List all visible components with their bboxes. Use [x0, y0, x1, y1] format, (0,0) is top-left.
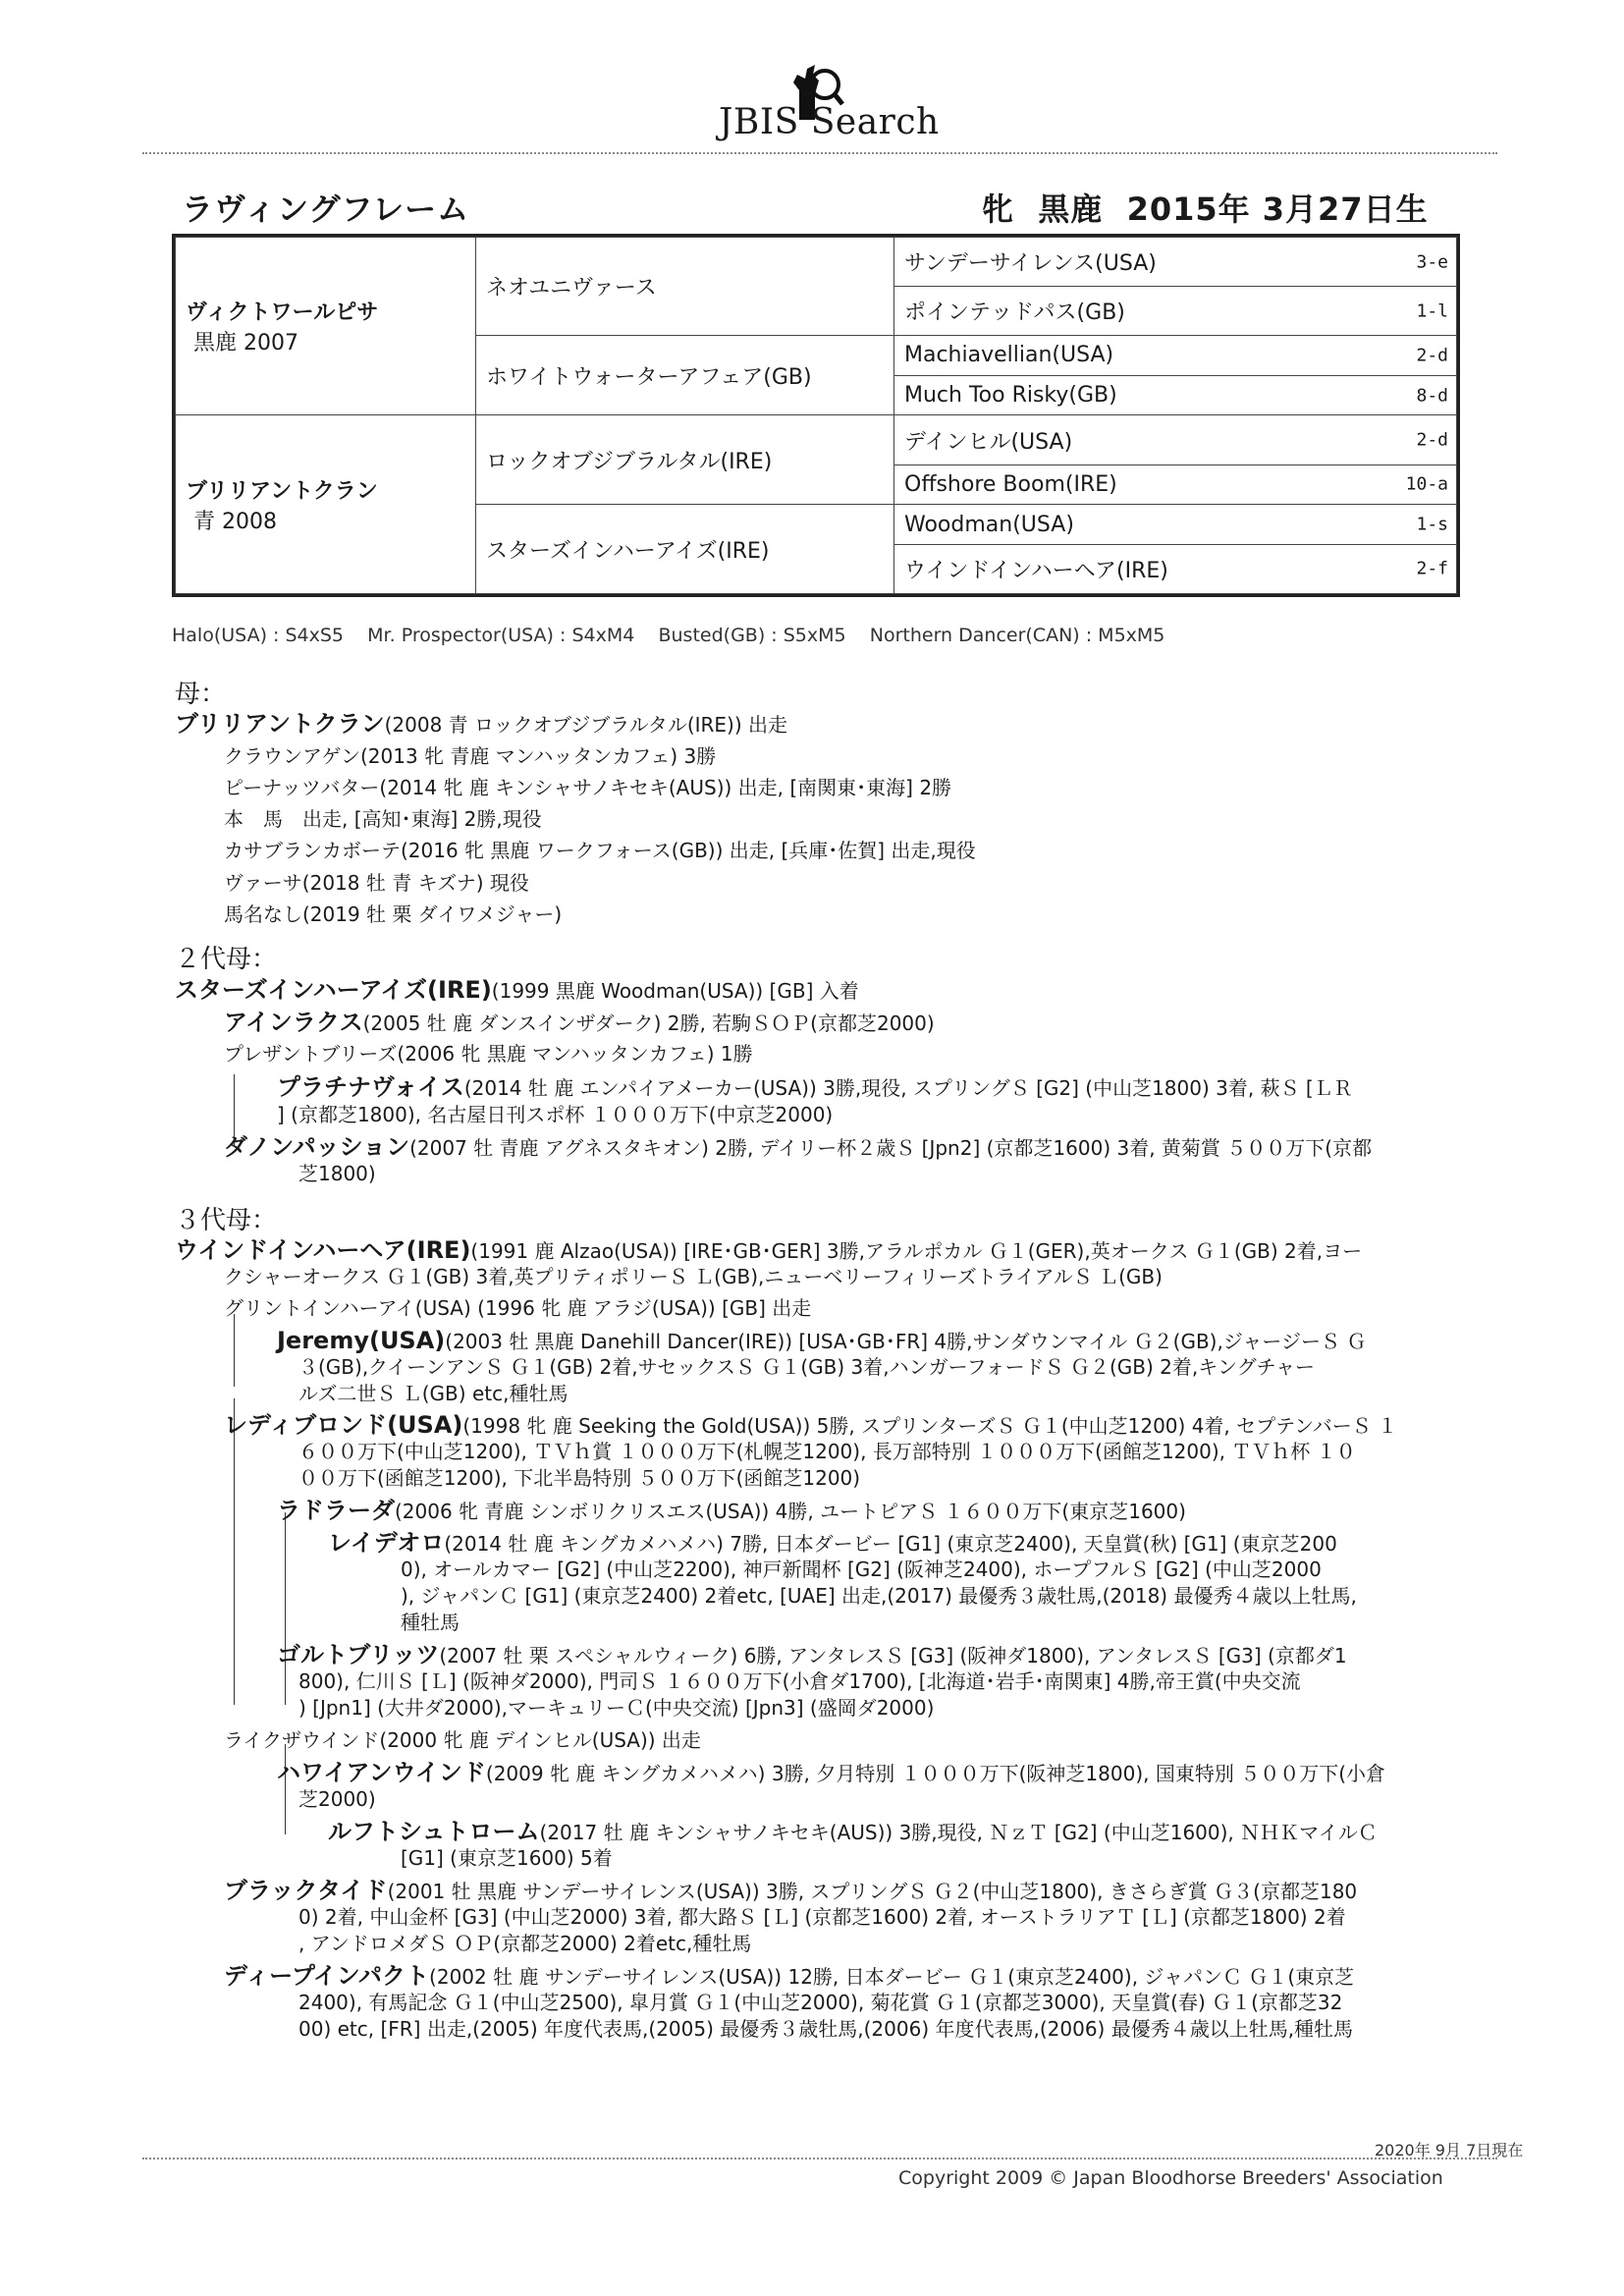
horse-record: 芝1800) [298, 1162, 376, 1185]
horse-record: 馬名なし(2019 牡 栗 ダイワメジャー) [224, 902, 563, 926]
logo-text-jbis: JBIS [719, 102, 799, 142]
family-line [298, 1695, 934, 1721]
family-code: 1-l [1416, 301, 1448, 322]
horse-record: ), ジャパンＣ [G1] (東京芝2400) 2着etc, [UAE] 出走,(2017) 最優秀３歳牡馬,(2018) 最優秀４歳以上牡馬, [401, 1584, 1357, 1608]
family-line [224, 1963, 1354, 1990]
horse-record: , アンドロメダＳ ＯＰ(京都芝2000) 2着etc,種牡馬 [298, 1932, 752, 1955]
footer-divider [142, 2158, 1497, 2159]
horse-record: (2005 牡 鹿 ダンスインザダーク) 2勝, 若駒ＳＯＰ(京都芝2000) [362, 1011, 935, 1035]
family-line [401, 1845, 613, 1871]
family-line [298, 1904, 1346, 1930]
horse-record: (2008 青 ロックオブジブラルタル(IRE)) 出走 [384, 713, 788, 737]
family-line [298, 1381, 568, 1406]
family-line [224, 870, 529, 896]
gen3-name: Woodman(USA) [904, 512, 1074, 537]
horse-record: 2400), 有馬記念 Ｇ１(中山芝2500), 皐月賞 Ｇ１(中山芝2000), 菊花賞 Ｇ１(京都芝3000), 天皇賞(春) Ｇ１(京都芝32 [298, 1991, 1343, 2014]
gen3-name: サンデーサイレンス(USA) [904, 251, 1157, 277]
family-line [224, 1010, 935, 1036]
family-line [277, 1498, 1186, 1524]
pedigree-gen3-cell[interactable] [894, 375, 1457, 415]
family-line [224, 1878, 1357, 1904]
dam-detail: 青 2008 [193, 509, 277, 534]
horse-record: ００万下(函館芝1200), 下北半島特別 ５００万下(函館芝1200) [298, 1466, 861, 1490]
horse-record: プレザントブリーズ(2006 牝 黒鹿 マンハッタンカフェ) 1勝 [224, 1042, 753, 1066]
horse-record: (2006 牝 青鹿 シンボリクリスエス(USA)) 4勝, ユートピアＳ １６００万下(東京芝1600) [395, 1500, 1186, 1523]
horse-record: ルズ二世Ｓ Ｌ(GB) etc,種牡馬 [298, 1382, 568, 1405]
horse-name-bold[interactable]: ルフトシュトローム [328, 1818, 540, 1845]
horse-info: 牝 黒鹿 2015年 3月27日生 [982, 191, 1429, 228]
pedigree-table [172, 234, 1460, 597]
horse-record: (2014 牡 鹿 エンパイアメーカー(USA)) 3勝,現役, スプリングＳ [G2] (中山芝1800) 3着, 萩Ｓ [ＬＲ [463, 1076, 1353, 1100]
family-code: 8-d [1416, 385, 1448, 407]
family-line [224, 1295, 811, 1321]
family-line [224, 838, 976, 863]
pedigree-gen3-cell[interactable] [894, 465, 1457, 505]
pedigree-gen3-cell[interactable] [894, 415, 1457, 465]
gen3-name: Machiavellian(USA) [904, 343, 1114, 368]
section-second-dam: ２代母： [175, 945, 278, 974]
gen3-name: ポインテッドパス(GB) [904, 301, 1125, 326]
indent-bar [234, 1314, 235, 1387]
family-line [277, 1328, 1366, 1354]
horse-record: カサブランカボーテ(2016 牝 黒鹿 ワークフォース(GB)) 出走, [兵庫･佐賀] 出走,現役 [224, 839, 976, 862]
family-line [277, 1102, 833, 1127]
horse-record: グリントインハーアイ(USA) (1996 牝 鹿 アラジ(USA)) [GB] 出走 [224, 1296, 812, 1320]
horse-record: ] (京都芝1800), 名古屋日刊スポ杯 １０００万下(中京芝2000) [277, 1103, 834, 1126]
sire-name: ヴィクトワールピサ [186, 301, 379, 326]
horse-name-bold[interactable]: ダノンパッション [224, 1133, 410, 1161]
horse-record: (2007 牡 栗 スペシャルウィーク) 6勝, アンタレスＳ [G3] (阪神ダ1800), アンタレスＳ [G3] (京都ダ1 [439, 1644, 1347, 1667]
copyright: Copyright 2009 © Japan Bloodhorse Breeders' Association [898, 2167, 1443, 2189]
family-line [298, 1354, 1315, 1380]
family-line [277, 1642, 1347, 1668]
horse-record: (1998 牝 鹿 Seeking the Gold(USA)) 5勝, スプリンターズＳ Ｇ１(中山芝1200) 4着, セプテンバーＳ １ [462, 1414, 1398, 1438]
family-line [175, 711, 787, 738]
family-line [298, 2016, 1353, 2042]
horse-record: 800), 仁川Ｓ [Ｌ] (阪神ダ2000), 門司Ｓ １６００万下(小倉ダ1700), [北海道･岩手･南関東] 4勝,帝王賞(中央交流 [298, 1669, 1301, 1693]
pedigree-gen3-cell[interactable] [894, 544, 1457, 593]
horse-record: (2003 牡 黒鹿 Danehill Dancer(IRE)) [USA･GB･FR] 4勝,サンダウンマイル Ｇ２(GB),ジャージーＳ Ｇ [445, 1330, 1367, 1353]
horse-record: (2009 牝 鹿 キングカメハメハ) 3勝, 夕月特別 １０００万下(阪神芝1800), 国東特別 ５００万下(小倉 [485, 1762, 1385, 1785]
family-code: 2-d [1416, 429, 1448, 451]
horse-name-bold[interactable]: レイデオロ [328, 1529, 445, 1557]
horse-record: 0) 2着, 中山金杯 [G3] (中山芝2000) 3着, 都大路Ｓ [Ｌ] (京都芝1600) 2着, オーストラリアＴ [Ｌ] (京都芝1800) 2着 [298, 1905, 1346, 1929]
family-line [298, 1465, 860, 1491]
section-third-dam: ３代母： [175, 1206, 278, 1235]
family-line [298, 1161, 376, 1186]
dam-cell[interactable] [176, 415, 476, 594]
horse-record: (2002 牡 鹿 サンデーサイレンス(USA)) 12勝, 日本ダービー Ｇ１(東京芝2400), ジャパンＣ Ｇ１(東京芝 [429, 1965, 1355, 1989]
family-code: 2-f [1416, 558, 1448, 579]
pedigree-gen3-cell[interactable] [894, 505, 1457, 545]
horse-name: ラヴィングフレーム [182, 191, 470, 228]
family-line [401, 1583, 1357, 1609]
horse-name-bold[interactable]: ゴルトブリッツ [277, 1641, 440, 1668]
indent-bar [285, 1512, 286, 1705]
header-divider [142, 152, 1497, 154]
horse-record: (2007 牡 青鹿 アグネスタキオン) 2勝, デイリー杯２歳Ｓ [Jpn2] (京都芝1600) 3着, 黄菊賞 ５００万下(京都 [409, 1136, 1373, 1160]
family-line [277, 1760, 1385, 1786]
horse-name-bold[interactable]: ディープインパクト [224, 1962, 430, 1990]
inbreeding-summary: Halo(USA) : S4xS5 Mr. Prospector(USA) : S4xM4 Busted(GB) : S5xM5 Northern Dancer(CAN) : M5xM5 [172, 625, 1165, 646]
as-of-date: 2020年 9月 7日現在 [1375, 2141, 1524, 2159]
family-code: 2-d [1416, 345, 1448, 366]
horse-name-bold[interactable]: Jeremy(USA) [277, 1327, 446, 1354]
pedigree-gen3-cell[interactable] [894, 287, 1457, 336]
horse-record: (1991 鹿 Alzao(USA)) [IRE･GB･GER] 3勝,アラルポカル Ｇ１(GER),英オークス Ｇ１(GB) 2着,ヨー [470, 1239, 1363, 1263]
dam-name: ブリリアントクラン [186, 478, 378, 504]
horse-record: 芝2000) [298, 1787, 376, 1811]
pedigree-gen2-cell[interactable]: ロックオブジブラルタル(IRE) [476, 415, 894, 505]
pedigree-gen3-cell[interactable] [894, 336, 1457, 376]
horse-record: ) [Jpn1] (大井ダ2000),マーキュリーＣ(中央交流) [Jpn3] (盛岡ダ2000) [298, 1696, 935, 1720]
gen3-name: Much Too Risky(GB) [904, 383, 1117, 409]
family-code: 10-a [1405, 473, 1448, 495]
family-line [224, 775, 951, 800]
family-line [298, 1668, 1301, 1694]
family-line [224, 902, 562, 927]
family-code: 3-e [1416, 251, 1448, 273]
horse-record: ライクザウインド(2000 牝 鹿 デインヒル(USA)) 出走 [224, 1728, 701, 1752]
family-line [224, 1412, 1397, 1439]
gen3-name: Offshore Boom(IRE) [904, 471, 1117, 497]
horse-name-bold[interactable]: ブラックタイド [224, 1877, 388, 1904]
family-line [328, 1530, 1337, 1557]
family-line [298, 1990, 1342, 2015]
horse-record: クラウンアゲン(2013 牝 青鹿 マンハッタンカフェ) 3勝 [224, 744, 717, 768]
horse-record: (1999 黒鹿 Woodman(USA)) [GB] 入着 [491, 979, 859, 1003]
section-dam: 母： [175, 680, 227, 709]
horse-name-bold[interactable]: ハワイアンウインド [277, 1759, 486, 1786]
horse-name-bold[interactable]: ウインドインハーヘア(IRE) [175, 1236, 471, 1264]
horse-record: 本 馬 出走, [高知･東海] 2勝,現役 [224, 807, 542, 831]
horse-record: ヴァーサ(2018 牡 青 キズナ) 現役 [224, 871, 529, 895]
family-line [175, 977, 859, 1004]
horse-record: 種牡馬 [401, 1611, 460, 1634]
pedigree-gen2-cell[interactable]: ネオユニヴァース [476, 238, 894, 336]
pedigree-gen3-cell[interactable] [894, 238, 1457, 287]
horse-name-bold[interactable]: プラチナヴォイス [277, 1073, 464, 1101]
horse-record: 0), オールカマー [G2] (中山芝2200), 神戸新聞杯 [G2] (阪神芝2400), ホープフルＳ [G2] (中山芝2000 [401, 1558, 1322, 1581]
horse-name-bold[interactable]: レディブロンド(USA) [224, 1411, 463, 1439]
family-line [277, 1074, 1353, 1101]
sire-cell[interactable] [176, 238, 476, 415]
family-line [224, 743, 716, 769]
family-line [224, 806, 542, 832]
family-line [298, 1931, 751, 1956]
horse-name-bold[interactable]: ラドラーダ [277, 1497, 395, 1524]
family-line [224, 1264, 1163, 1289]
horse-name-bold[interactable]: ブリリアントクラン [175, 710, 385, 738]
horse-record: ピーナッツバター(2014 牝 鹿 キンシャサノキセキ(AUS)) 出走, [南関東･東海] 2勝 [224, 776, 952, 799]
family-line [401, 1557, 1322, 1582]
family-line [224, 1041, 753, 1066]
jbis-search-logo [687, 61, 943, 149]
logo-text-search: Search [810, 102, 940, 142]
horse-record: (2001 牡 黒鹿 サンデーサイレンス(USA)) 3勝, スプリングＳ Ｇ２(中山芝1800), きさらぎ賞 Ｇ３(京都芝180 [387, 1880, 1358, 1903]
indent-bar [285, 1744, 286, 1834]
pedigree-gen2-cell[interactable]: ホワイトウォーターアフェア(GB) [476, 336, 894, 415]
family-line [298, 1786, 376, 1812]
horse-record: (2014 牡 鹿 キングカメハメハ) 7勝, 日本ダービー [G1] (東京芝2400), 天皇賞(秋) [G1] (東京芝200 [444, 1532, 1337, 1556]
family-line [175, 1237, 1362, 1264]
pedigree-gen2-cell[interactable]: スターズインハーアイズ(IRE) [476, 505, 894, 594]
family-line [224, 1727, 701, 1753]
indent-bar [234, 1398, 235, 1705]
gen3-name: ウインドインハーヘア(IRE) [904, 558, 1168, 583]
family-line [298, 1439, 1356, 1464]
family-line [401, 1610, 460, 1635]
horse-record: ３(GB),クイーンアンＳ Ｇ１(GB) 2着,サセックスＳ Ｇ１(GB) 3着,ハンガーフォードＳ Ｇ２(GB) 2着,キングチャー [298, 1355, 1316, 1379]
horse-name-bold[interactable]: スターズインハーアイズ(IRE) [175, 976, 492, 1004]
gen3-name: デインヒル(USA) [904, 429, 1073, 455]
family-code: 1-s [1416, 514, 1448, 535]
horse-record: ６００万下(中山芝1200), ＴＶｈ賞 １０００万下(札幌芝1200), 長万部特別 １０００万下(函館芝1200), ＴＶｈ杯 １０ [298, 1440, 1356, 1463]
sire-detail: 黒鹿 2007 [193, 331, 298, 356]
horse-record: [G1] (東京芝1600) 5着 [401, 1846, 613, 1870]
family-line [328, 1819, 1378, 1845]
horse-name-bold[interactable]: アインラクス [224, 1009, 363, 1036]
horse-record: (2017 牡 鹿 キンシャサノキセキ(AUS)) 3勝,現役, ＮｚＴ [G2] (中山芝1600), ＮＨＫマイルＣ [539, 1821, 1378, 1844]
horse-record: クシャーオークス Ｇ１(GB) 3着,英プリティポリーＳ Ｌ(GB),ニューベリーフィリーズトライアルＳ Ｌ(GB) [224, 1265, 1163, 1288]
family-line [224, 1134, 1372, 1161]
horse-record: 00) etc, [FR] 出走,(2005) 年度代表馬,(2005) 最優秀３歳牡馬,(2006) 年度代表馬,(2006) 最優秀４歳以上牡馬,種牡馬 [298, 2017, 1354, 2041]
